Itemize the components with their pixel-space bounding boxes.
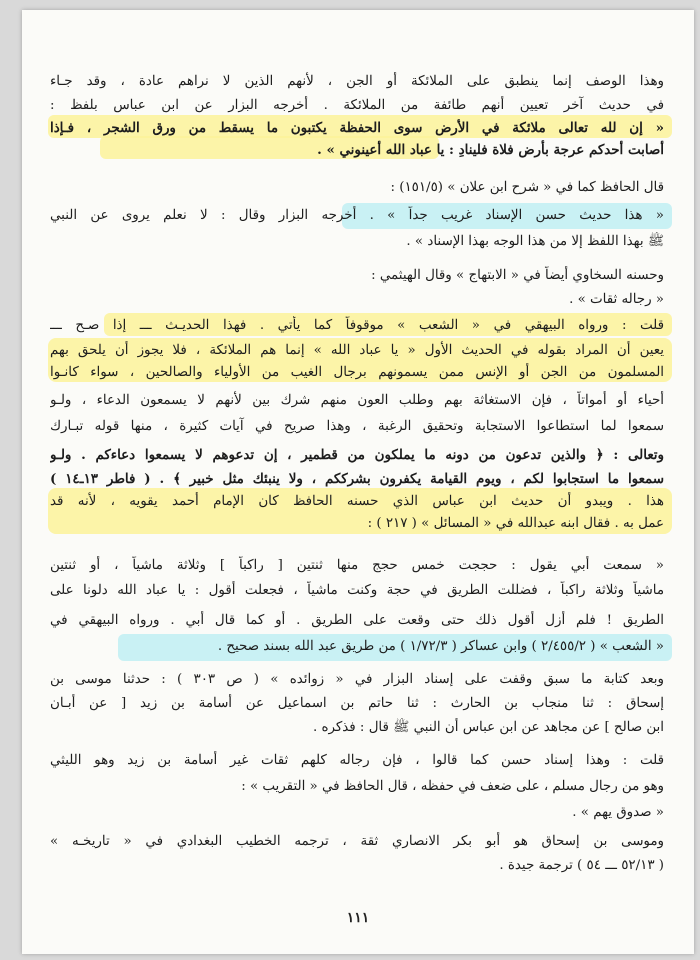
- text-line: عمل به . فقال ابنه عبدالله في « المسائل » ( ٢١٧ ) :: [367, 516, 664, 531]
- text-line: ابن صالح ] عن مجاهد عن ابن عباس أن النبي ﷺ قال : فذكره .: [312, 720, 664, 735]
- text-line: ( ٥٢/١٣ ـــ ٥٤ ) ترجمة جيدة .: [499, 858, 664, 873]
- text-line: وموسى بن إسحاق هو أبو بكر الانصاري ثقة ، ترجمه الخطيب البغدادي في « تاريخـه »: [50, 834, 664, 849]
- text-line: سمعوا لما استطاعوا الاستجابة وتحقيق الرغبة ، وهذا صريح في آيات كثيرة ، منها قوله تبـارك: [50, 419, 664, 434]
- text-line: « هذا حديث حسن الإسناد غريب جداً » . أخرجه البزار وقال : لا نعلم يروى عن النبي: [50, 208, 664, 223]
- text-line: قال الحافظ كما في « شرح ابن علان » (١٥١/٥) :: [390, 180, 664, 195]
- text-line: سمعوا ما استجابوا لكم ، ويوم القيامة يكفرون بشرككم ، ولا ينبئك مثل خبير ﴾ . ( فاطر ١٣ـ١٤ ): [50, 471, 664, 487]
- text-line: أصابت أحدكم عرجة بأرض فلاة فلينادِ : يا عباد الله أعينوني » .: [317, 142, 664, 158]
- text-line: « رجاله ثقات » .: [569, 292, 664, 307]
- text-line: ﷺ بهذا اللفظ إلا من هذا الوجه بهذا الإسناد » .: [406, 234, 664, 249]
- text-line: « الشعب » ( ٢/٤٥٥/٢ ) وابن عساكر ( ١/٧٢/٣ ) من طريق عبد الله بسند صحيح .: [217, 639, 664, 654]
- text-line: أحياء أو أمواتاً ، فإن الاستغاثة بهم وطلب العون منهم شرك بين لأنهم لا يسمعون الدعاء ، ولـو: [50, 393, 664, 408]
- text-line: « سمعت أبي يقول : حججت خمس حجج منها ثنتين [ راكباً ] وثلاثة ماشياً ، أو ثنتين: [50, 558, 664, 573]
- text-line: وبعد كتابة ما سبق وقفت على إسناد البزار في « زوائده » ( ص ٣٠٣ ) : حدثنا موسى بن: [50, 672, 664, 687]
- text-line: ماشياً وثلاثة راكباً ، فضللت الطريق في حجة وكنت ماشياً ، فجعلت أقول : يا عباد الله دلونا على: [50, 583, 664, 598]
- text-line: المسلمون من الجن أو الإنس ممن يسمونهم برجال الغيب من الأولياء والصالحين ، سواء كانـوا: [50, 365, 664, 380]
- text-line: في حديث آخر تعيين أنهم طائفة من الملائكة . أخرجه البزار عن ابن عباس بلفظ :: [50, 98, 664, 113]
- text-line: قلت : وهذا إسناد حسن كما قالوا ، فإن رجاله كلهم ثقات غير أسامة بن زيد وهو الليثي: [50, 753, 664, 768]
- text-line: وهو من رجال مسلم ، على ضعف في حفظه ، قال الحافظ في « التقريب » :: [241, 779, 664, 794]
- document-page: [22, 10, 694, 954]
- text-line: وهذا الوصف إنما ينطبق على الملائكة أو الجن ، لأنهم الذين لا نراهم عادة ، وقد جـاء: [50, 74, 664, 89]
- text-line: وحسنه السخاوي أيضاً في « الابتهاج » وقال الهيثمي :: [371, 268, 664, 283]
- text-line: يعين أن المراد بقوله في الحديث الأول « يا عباد الله » إنما هم الملائكة ، فلا يجوز أن يلحق بهم: [50, 343, 664, 358]
- text-line: وتعالى : ﴿ والذين تدعون من دونه ما يملكون من قطمير ، إن تدعوهم لا يسمعوا دعاءكم . ولـو: [50, 447, 664, 463]
- page-number: ١١١: [346, 910, 370, 926]
- text-line: الطريق ! فلم أزل أقول ذلك حتى وقعت على الطريق . أو كما قال أبي . ورواه البيهقي في: [50, 613, 664, 628]
- text-line: « صدوق يهم » .: [572, 805, 664, 820]
- text-line: « إن لله تعالى ملائكة في الأرض سوى الحفظة يكتبون ما يسقط من ورق الشجر ، فـإذا: [50, 120, 664, 136]
- text-line: قلت : ورواه البيهقي في « الشعب » موقوفاً كما يأتي . فهذا الحديـث ـــ إذا صـح ـــ: [50, 318, 664, 333]
- text-line: هذا . ويبدو أن حديث ابن عباس الذي حسنه الحافظ كان الإمام أحمد يقويه ، لأنه قد: [50, 494, 664, 509]
- text-line: إسحاق : ثنا منجاب بن الحارث : ثنا حاتم بن اسماعيل عن أسامة بن زيد [ عن أبـان: [50, 696, 664, 711]
